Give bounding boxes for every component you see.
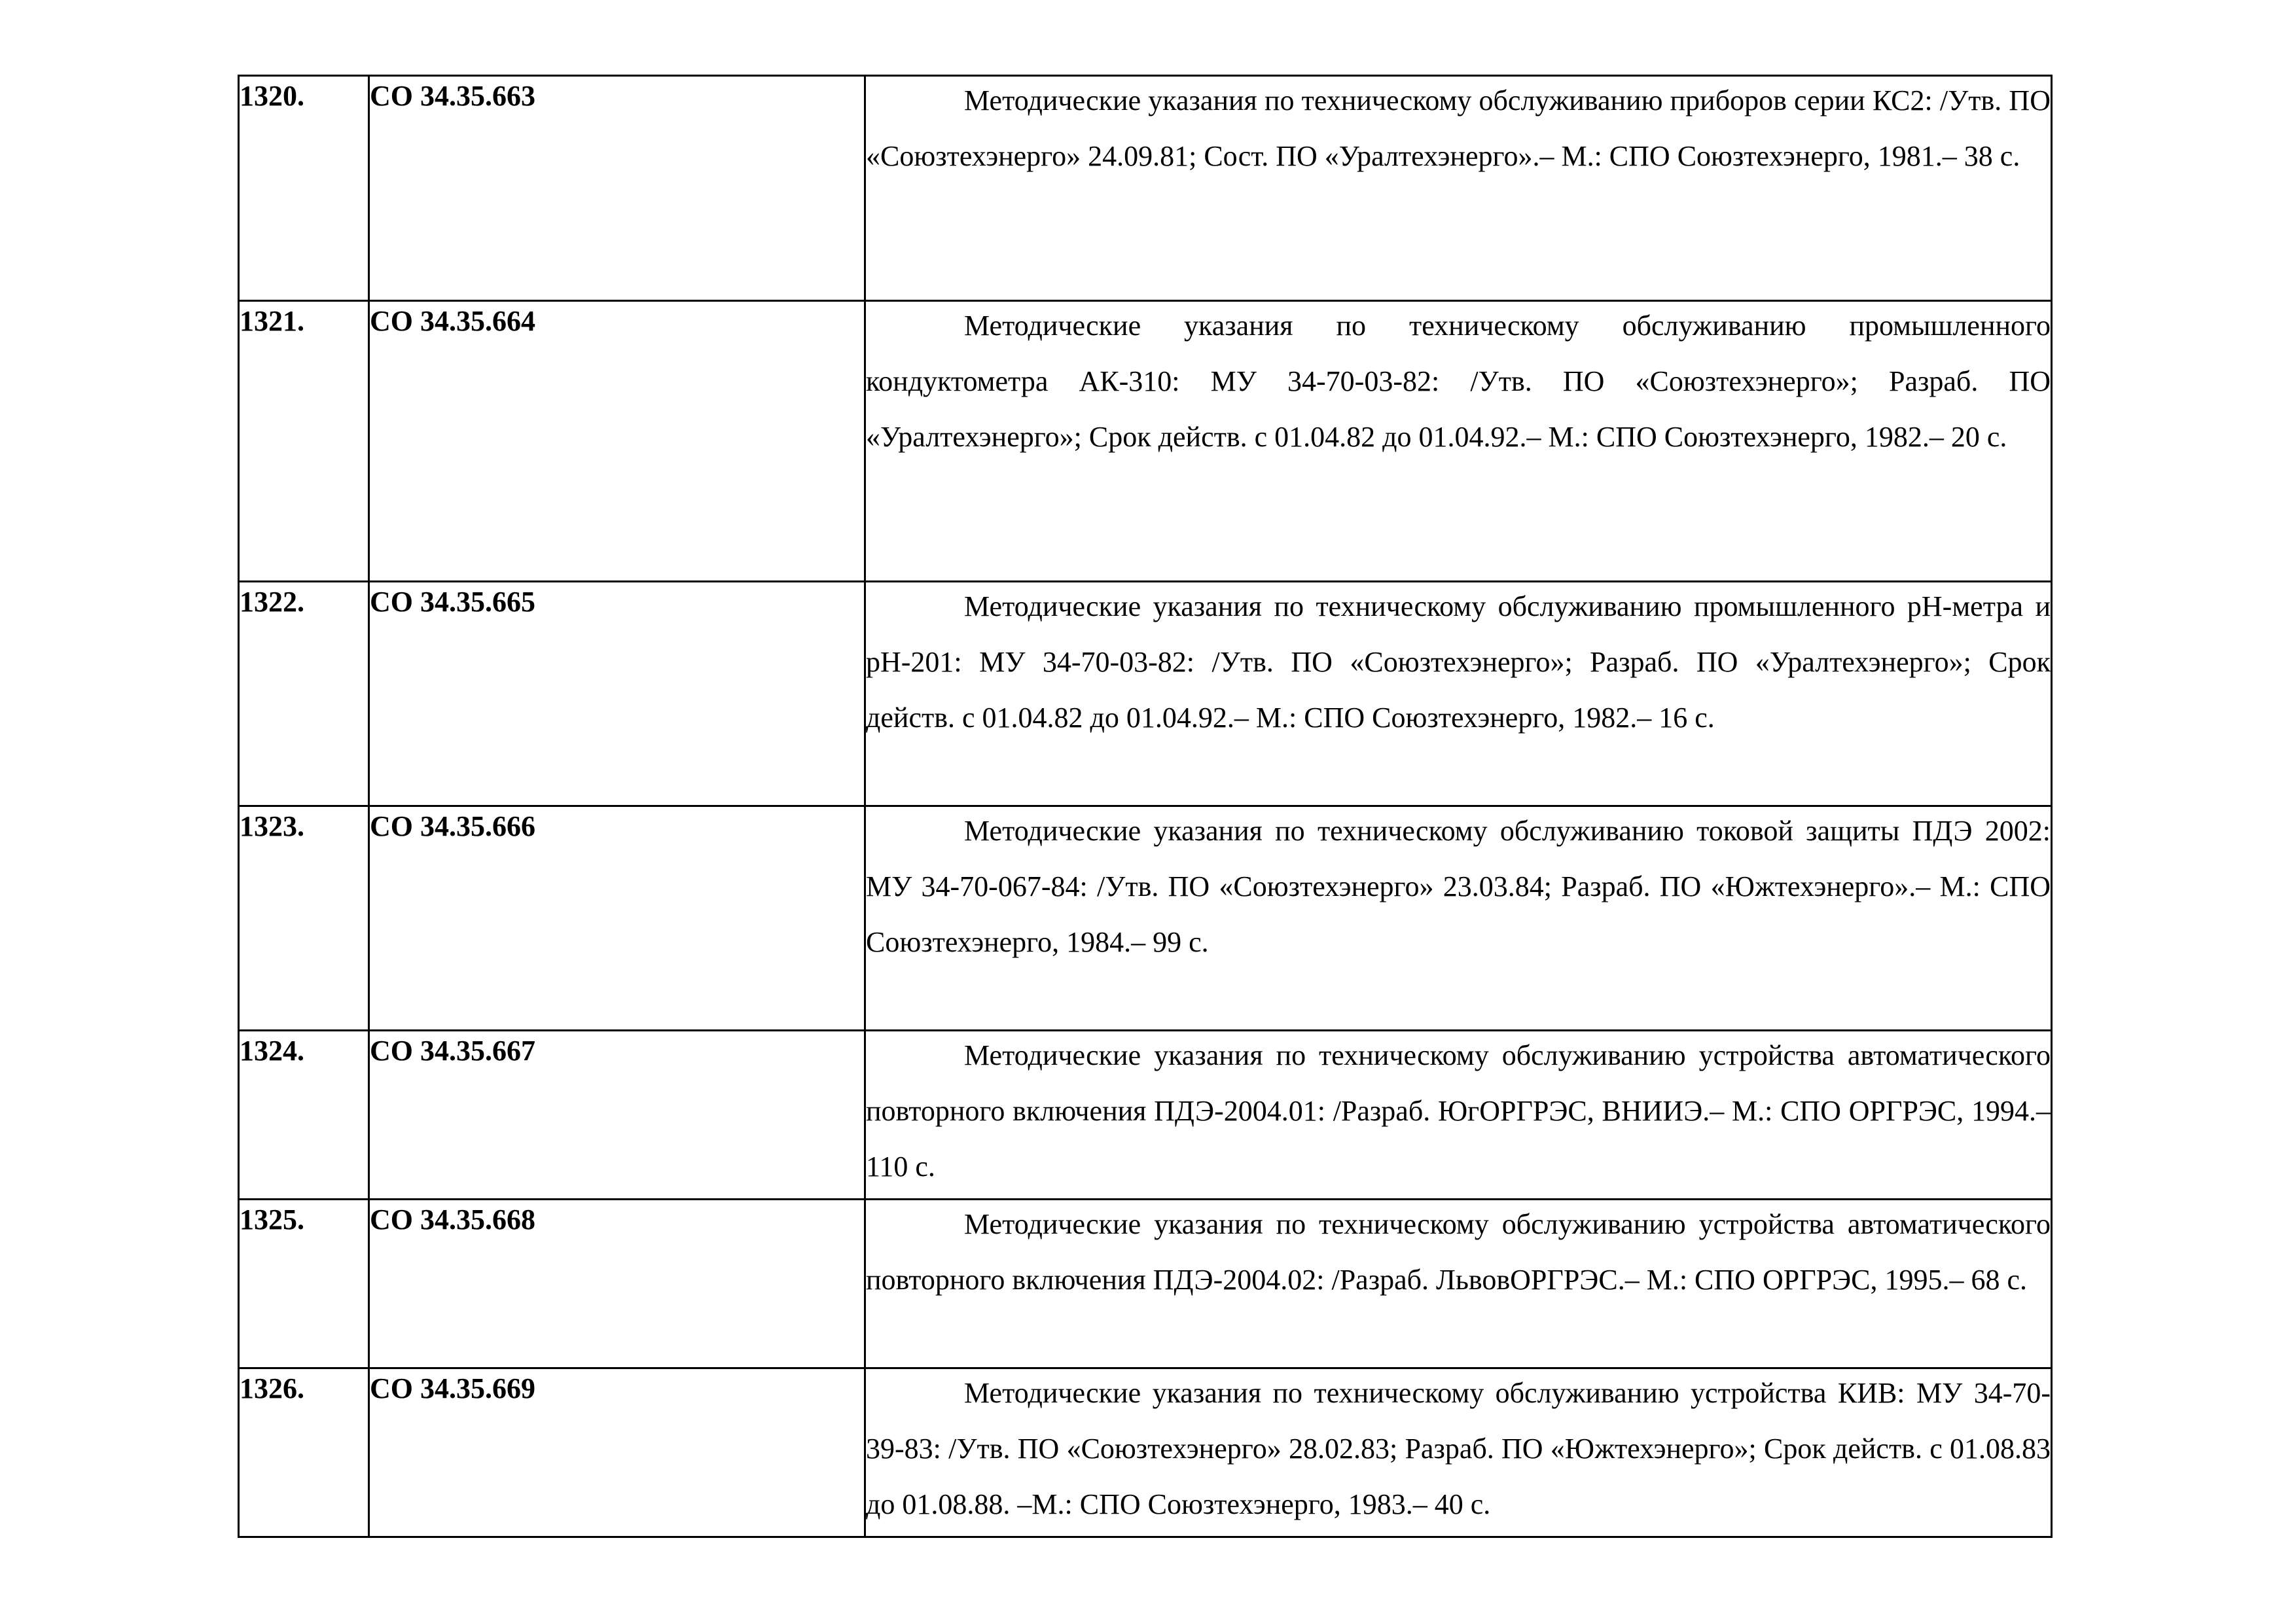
description-cell (865, 1200, 2052, 1368)
document-description: Методические указания по техническому обслуживанию устройства КИВ: МУ 34-70-39-83: /Утв. ПО «Союзтехэнерго» 28.02.83; Разраб. ПО «Южтехэнерго»; Срок действ. с 01.08.83 до 01.08.88. –М.: СПО Союзтехэнерго, 1983.– 40 с. (866, 1377, 2051, 1520)
table-row (239, 1200, 2052, 1368)
row-number: 1323. (239, 806, 369, 1031)
standards-table (238, 75, 2053, 1538)
row-number: 1326. (239, 1368, 369, 1537)
description-cell (865, 582, 2052, 806)
description-cell (865, 1368, 2052, 1537)
table-row (239, 806, 2052, 1031)
document-code: СО 34.35.667 (369, 1031, 865, 1200)
row-number: 1322. (239, 582, 369, 806)
document-code: СО 34.35.664 (369, 301, 865, 582)
document-description: Методические указания по техническому обслуживанию устройства автоматического повторного включения ПДЭ-2004.01: /Разраб. ЮгОРГРЭС, ВНИИЭ.– М.: СПО ОРГРЭС, 1994.– 110 с. (866, 1039, 2051, 1183)
document-code: СО 34.35.669 (369, 1368, 865, 1537)
document-description: Методические указания по техническому обслуживанию промышленного кондуктометра АК-310: МУ 34-70-03-82: /Утв. ПО «Союзтехэнерго»; Разраб. ПО «Уралтехэнерго»; Срок действ. с 01.04.82 до 01.04.92.– М.: СПО Союзтехэнерго, 1982.– 20 с. (866, 310, 2051, 453)
document-description: Методические указания по техническому обслуживанию приборов серии КС2: /Утв. ПО «Союзтехэнерго» 24.09.81; Сост. ПО «Уралтехэнерго».– М.: СПО Союзтехэнерго, 1981.– 38 с. (866, 84, 2051, 172)
row-number: 1325. (239, 1200, 369, 1368)
document-description: Методические указания по техническому обслуживанию промышленного pH-метра и pH-201: МУ 34-70-03-82: /Утв. ПО «Союзтехэнерго»; Разраб. ПО «Уралтехэнерго»; Срок действ. с 01.04.82 до 01.04.92.– М.: СПО Союзтехэнерго, 1982.– 16 с. (866, 590, 2051, 734)
description-cell (865, 806, 2052, 1031)
document-code: СО 34.35.666 (369, 806, 865, 1031)
document-description: Методические указания по техническому обслуживанию устройства автоматического повторного включения ПДЭ-2004.02: /Разраб. ЛьвовОРГРЭС.– М.: СПО ОРГРЭС, 1995.– 68 с. (866, 1208, 2051, 1296)
row-number: 1320. (239, 76, 369, 301)
description-cell (865, 76, 2052, 301)
description-cell (865, 1031, 2052, 1200)
document-code: СО 34.35.665 (369, 582, 865, 806)
document-code: СО 34.35.663 (369, 76, 865, 301)
table-row (239, 1031, 2052, 1200)
description-cell (865, 301, 2052, 582)
table-row (239, 301, 2052, 582)
table-row (239, 76, 2052, 301)
row-number: 1324. (239, 1031, 369, 1200)
document-code: СО 34.35.668 (369, 1200, 865, 1368)
document-description: Методические указания по техническому обслуживанию токовой защиты ПДЭ 2002: МУ 34-70-067-84: /Утв. ПО «Союзтехэнерго» 23.03.84; Разраб. ПО «Южтехэнерго».– М.: СПО Союзтехэнерго, 1984.– 99 с. (866, 815, 2051, 958)
row-number: 1321. (239, 301, 369, 582)
table-row (239, 582, 2052, 806)
table-body (239, 76, 2052, 1537)
table-row (239, 1368, 2052, 1537)
